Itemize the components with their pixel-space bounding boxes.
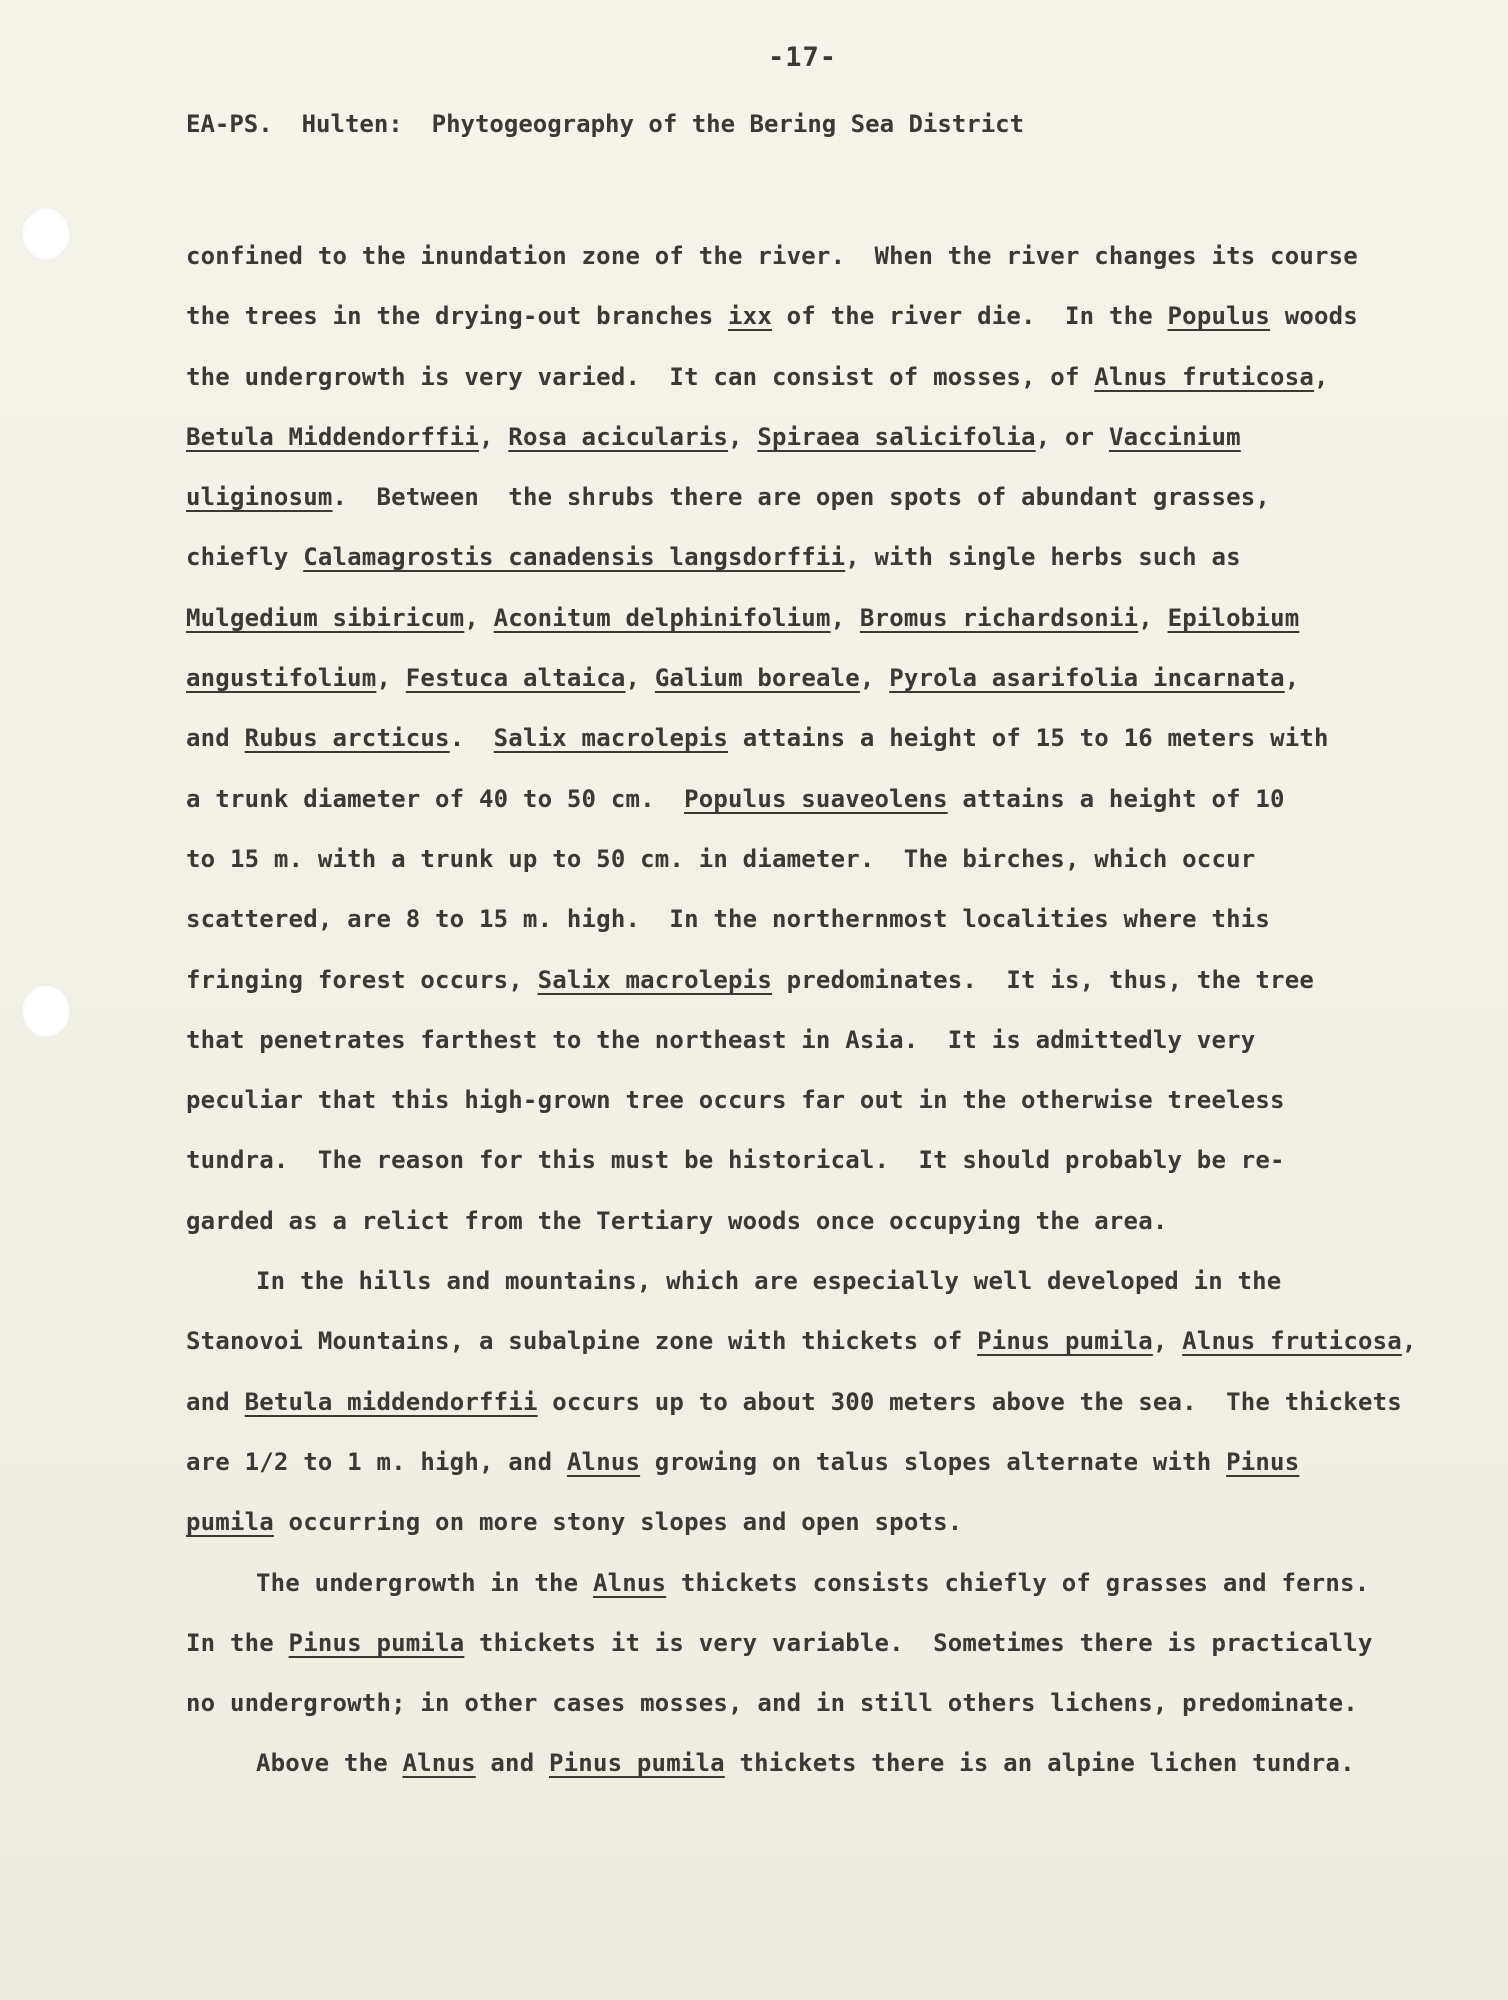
text-line <box>186 286 1476 346</box>
text-run: . <box>449 724 494 753</box>
text-run: thickets it is very variable. Sometimes there is practically <box>464 1628 1373 1657</box>
underlined-term: Alnus <box>566 1447 641 1476</box>
text-run: , <box>1314 362 1329 391</box>
text-line <box>186 1311 1476 1371</box>
text-line <box>186 1673 1476 1733</box>
text-line <box>186 829 1476 889</box>
text-run: and <box>475 1749 549 1778</box>
text-line <box>186 588 1476 648</box>
underlined-term: Alnus <box>592 1568 667 1597</box>
underlined-term: Betula Middendorffii <box>186 422 479 451</box>
underlined-term: Pinus <box>1226 1447 1300 1476</box>
text-line <box>186 1733 1476 1793</box>
underlined-term: Alnus <box>402 1749 476 1778</box>
text-run: , or <box>1035 422 1109 451</box>
underlined-term: Salix macrolepis <box>493 724 729 753</box>
text-line <box>186 648 1476 708</box>
text-run: the trees in the drying-out branches <box>186 302 729 331</box>
text-line <box>186 1553 1476 1613</box>
text-line <box>186 1191 1476 1251</box>
text-run: woods <box>1270 302 1358 331</box>
text-run: , with single herbs such as <box>845 543 1241 572</box>
punch-hole <box>22 985 70 1037</box>
text-run: attains a height of 15 to 16 meters with <box>728 724 1329 753</box>
text-run: , <box>1138 603 1168 632</box>
text-line <box>186 1613 1476 1673</box>
underlined-term: Rubus arcticus <box>244 724 450 753</box>
text-line <box>186 1372 1476 1432</box>
underlined-term: Alnus fruticosa <box>1182 1327 1402 1356</box>
text-run: , <box>728 422 758 451</box>
text-run: , <box>1401 1327 1417 1356</box>
text-run: fringing forest occurs, <box>186 965 538 994</box>
text-run: , <box>464 603 494 632</box>
underlined-term: Rosa acicularis <box>508 422 729 451</box>
underlined-term: Populus <box>1167 302 1271 331</box>
text-line <box>186 407 1476 467</box>
underlined-term: Betula middendorffii <box>244 1387 538 1416</box>
text-run: Above the <box>256 1749 403 1778</box>
text-run: tundra. The reason for this must be historical. It should probably be re- <box>186 1146 1285 1175</box>
text-line <box>186 708 1476 768</box>
text-run: are 1/2 to 1 m. high, and <box>186 1447 567 1476</box>
text-run: to 15 m. with a trunk up to 50 cm. in diameter. The birches, which occur <box>186 844 1256 873</box>
underlined-term: Salix macrolepis <box>537 965 772 994</box>
text-run: no undergrowth; in other cases mosses, and in still others lichens, predominate. <box>186 1689 1358 1718</box>
running-header: EA-PS. Hulten: Phytogeography of the Bering Sea District <box>186 110 1025 138</box>
underlined-term: ixx <box>728 302 772 331</box>
text-line <box>186 1010 1476 1070</box>
text-run: growing on talus slopes alternate with <box>640 1447 1227 1476</box>
text-run: , <box>1152 1327 1183 1356</box>
text-line <box>186 467 1476 527</box>
text-run: The undergrowth in the <box>256 1568 593 1597</box>
text-run: In the <box>186 1628 289 1657</box>
text-run: confined to the inundation zone of the river. When the river changes its course <box>186 242 1358 270</box>
underlined-term: Pinus pumila <box>288 1628 465 1657</box>
text-run: and <box>186 1387 245 1416</box>
underlined-term: pumila <box>186 1508 274 1537</box>
underlined-term: Epilobium <box>1167 603 1300 632</box>
text-line <box>186 347 1476 407</box>
text-line <box>186 769 1476 829</box>
punch-hole <box>22 208 70 260</box>
text-run: , <box>478 422 509 451</box>
underlined-term: Pinus pumila <box>549 1749 725 1778</box>
text-line <box>186 527 1476 587</box>
text-run: , <box>1284 664 1300 693</box>
text-run: , <box>625 664 655 693</box>
text-run: thickets consists chiefly of grasses and ferns. <box>666 1568 1370 1597</box>
text-run: attains a height of 10 <box>947 784 1285 813</box>
text-run: thickets there is an alpine lichen tundra. <box>724 1749 1355 1778</box>
underlined-term: Pinus pumila <box>977 1327 1153 1356</box>
text-run: occurring on more stony slopes and open spots. <box>273 1508 963 1537</box>
text-run: Stanovoi Mountains, a subalpine zone with thickets of <box>186 1327 978 1356</box>
underlined-term: Calamagrostis canadensis langsdorffii <box>303 543 846 572</box>
underlined-term: Mulgedium sibiricum <box>186 603 465 632</box>
text-line <box>186 1070 1476 1130</box>
underlined-term: Vaccinium <box>1108 422 1241 451</box>
underlined-term: Populus suaveolens <box>684 784 948 813</box>
text-run: scattered, are 8 to 15 m. high. In the northernmost localities where this <box>186 905 1271 934</box>
text-run: , <box>859 664 890 693</box>
text-line <box>186 1432 1476 1492</box>
body-text <box>186 226 1476 1794</box>
underlined-term: Galium boreale <box>654 664 860 693</box>
underlined-term: Spiraea salicifolia <box>757 422 1036 451</box>
text-run: chiefly <box>186 543 304 572</box>
underlined-term: Aconitum delphinifolium <box>493 603 831 632</box>
text-run: . Between the shrubs there are open spots of abundant grasses, <box>332 483 1271 512</box>
text-run: , <box>376 664 406 693</box>
underlined-term: Pyrola asarifolia incarnata <box>889 664 1285 693</box>
text-line <box>186 889 1476 949</box>
text-line <box>186 226 1476 286</box>
underlined-term: Bromus richardsonii <box>859 603 1139 632</box>
text-line <box>186 950 1476 1010</box>
text-line <box>186 1251 1476 1311</box>
text-line <box>186 1492 1476 1552</box>
text-run: and <box>186 724 245 753</box>
text-run: garded as a relict from the Tertiary woods once occupying the area. <box>186 1206 1168 1235</box>
underlined-term: Alnus fruticosa <box>1094 362 1315 391</box>
text-run: the undergrowth is very varied. It can consist of mosses, of <box>186 362 1095 391</box>
text-run: predominates. It is, thus, the tree <box>771 965 1315 994</box>
text-run: occurs up to about 300 meters above the sea. The thickets <box>537 1387 1402 1416</box>
text-run: of the river die. In the <box>771 302 1168 331</box>
underlined-term: angustifolium <box>186 664 377 693</box>
text-run: that penetrates farthest to the northeast in Asia. It is admittedly very <box>186 1025 1256 1054</box>
text-run: In the hills and mountains, which are especially well developed in the <box>256 1267 1282 1296</box>
text-run: peculiar that this high-grown tree occurs far out in the otherwise treeless <box>186 1086 1285 1115</box>
text-run: a trunk diameter of 40 to 50 cm. <box>186 784 685 813</box>
text-run: , <box>830 603 860 632</box>
text-line <box>186 1130 1476 1190</box>
underlined-term: uliginosum <box>186 483 333 512</box>
underlined-term: Festuca altaica <box>405 664 626 693</box>
page-number: -17- <box>768 42 838 73</box>
